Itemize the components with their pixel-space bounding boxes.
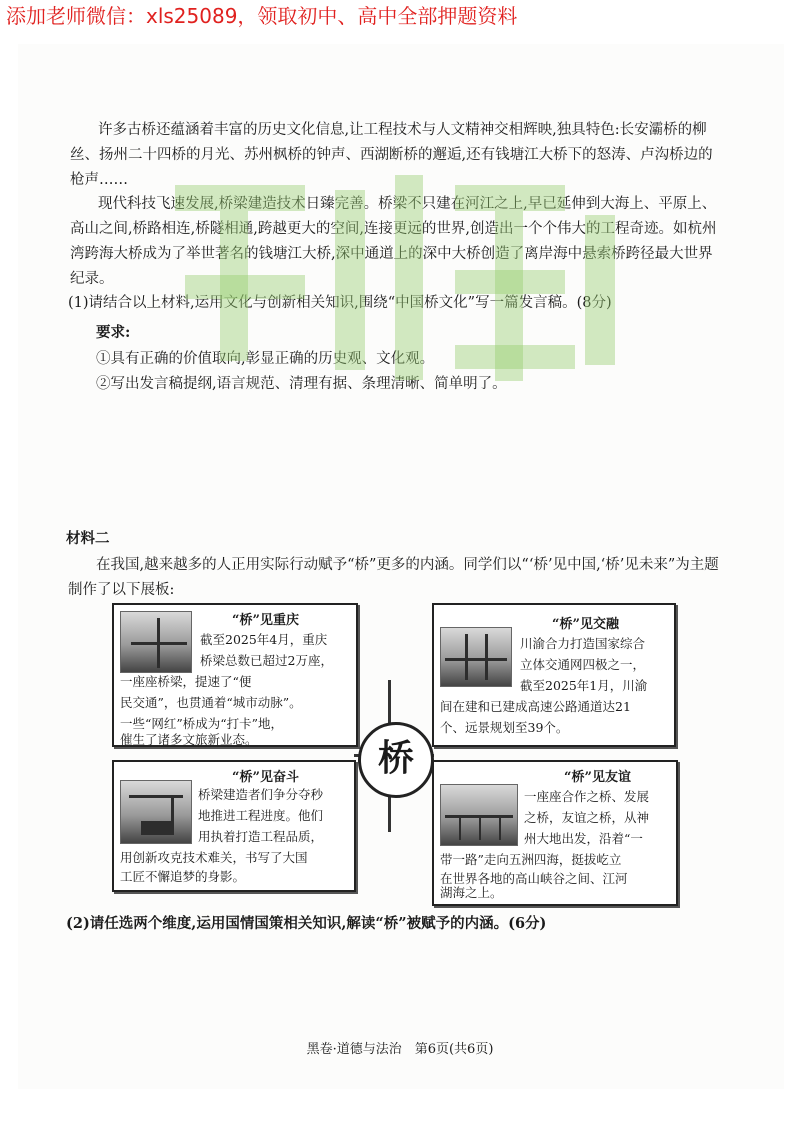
bridge-photo-fendou <box>120 780 192 844</box>
panel-title: “桥”见奋斗 <box>232 770 299 785</box>
requirement-2: ②写出发言稿提纲,语言规范、清理有据、条理清晰、简单明了。 <box>96 376 507 392</box>
panel-title: “桥”见交融 <box>552 617 619 632</box>
bridge-photo-youyi <box>440 784 518 846</box>
panel-fendou <box>112 760 356 892</box>
paragraph-ancient-bridges: 许多古桥还蕴涵着丰富的历史文化信息,让工程技术与人文精神交相辉映,独具特色:长安灞桥的柳丝、扬州二十四桥的月光、苏州枫桥的钟声、西湖断桥的邂逅,还有钱塘江大桥下的怒涛、卢沟桥边的枪声…… <box>70 122 713 188</box>
panel-text-line: 间在建和已建成高速公路通道达21 <box>440 699 631 714</box>
bridge-emblem: 桥 <box>358 722 434 798</box>
question-2: (2)请任选两个维度,运用国情国策相关知识,解读“桥”被赋予的内涵。(6分) <box>66 915 547 932</box>
panel-jiaorong <box>432 603 676 747</box>
panel-text-line: 地推进工程进度。他们 <box>198 808 324 823</box>
material-2-label: 材料二 <box>66 530 110 547</box>
panel-text-line: 州大地出发，沿着“一 <box>524 831 643 846</box>
panel-text-line: 民交通”，也贯通着“城市动脉”。 <box>120 695 302 710</box>
panel-title: “桥”见重庆 <box>232 613 299 628</box>
panel-text-line: 一座座桥梁，提速了“便 <box>120 674 252 689</box>
panel-text-line: 立体交通网四极之一， <box>520 657 646 672</box>
promo-banner: 添加老师微信：xls25089，领取初中、高中全部押题资料 <box>6 4 518 28</box>
panel-text-line: 截至2025年1月，川渝 <box>520 678 648 693</box>
panel-chongqing <box>112 603 358 747</box>
connector-line-bottom <box>388 792 391 832</box>
page-footer: 黑卷·道德与法治 第6页(共6页) <box>306 1042 494 1057</box>
panel-text-line: 之桥，友谊之桥，从神 <box>524 810 650 825</box>
requirements-label: 要求: <box>96 324 131 341</box>
question-1: (1)请结合以上材料,运用文化与创新相关知识,围绕“中国桥文化”写一篇发言稿。(8分) <box>68 295 612 311</box>
panel-text-line: 在世界各地的高山峡谷之间、江河 <box>440 871 628 886</box>
panel-text-line: 桥梁总数已超过2万座， <box>200 653 333 668</box>
panel-text-line: 一些“网红”桥成为“打卡”地， <box>120 716 284 731</box>
panel-text-line: 桥梁建造者们争分夺秒 <box>198 787 324 802</box>
material-2-intro: 在我国,越来越多的人正用实际行动赋予“桥”更多的内涵。同学们以“‘桥’见中国,‘桥’见未来”为主题制作了以下展板: <box>68 557 719 598</box>
panel-text-line: 一座座合作之桥、发展 <box>524 789 650 804</box>
panel-text-line: 带一路”走向五洲四海，挺拔屹立 <box>440 852 622 867</box>
panel-text-line: 用执着打造工程品质， <box>198 829 324 844</box>
bridge-photo-chongqing <box>120 611 192 673</box>
panel-text-line: 用创新攻克技术难关，书写了大国 <box>120 850 308 865</box>
panel-text-line: 工匠不懈追梦的身影。 <box>120 869 246 884</box>
panel-text-line: 催生了诸多文旅新业态。 <box>120 732 258 747</box>
panel-text-line: 个、远景规划至39个。 <box>440 720 569 735</box>
panel-youyi <box>432 760 678 906</box>
panel-text-line: 截至2025年4月，重庆 <box>200 632 328 647</box>
panel-text-line: 湖海之上。 <box>440 885 503 900</box>
panel-text-line: 川渝合力打造国家综合 <box>520 636 646 651</box>
paragraph-modern-bridges: 现代科技飞速发展,桥梁建造技术日臻完善。桥梁不只建在河江之上,早已延伸到大海上、平原上、高山之间,桥路相连,桥隧相通,跨越更大的空间,连接更远的世界,创造出一个个伟大的工程奇迹。如杭州湾跨海大桥成为了举世著名的钱塘江大桥,深中通道上的深中大桥创造了离岸海中悬索桥跨径最大世界纪录。 <box>70 196 717 287</box>
connector-line-top <box>388 680 391 724</box>
panel-title: “桥”见友谊 <box>564 770 631 785</box>
requirement-1: ①具有正确的价值取向,彰显正确的历史观、文化观。 <box>96 351 435 367</box>
bridge-photo-jiaorong <box>440 627 512 687</box>
